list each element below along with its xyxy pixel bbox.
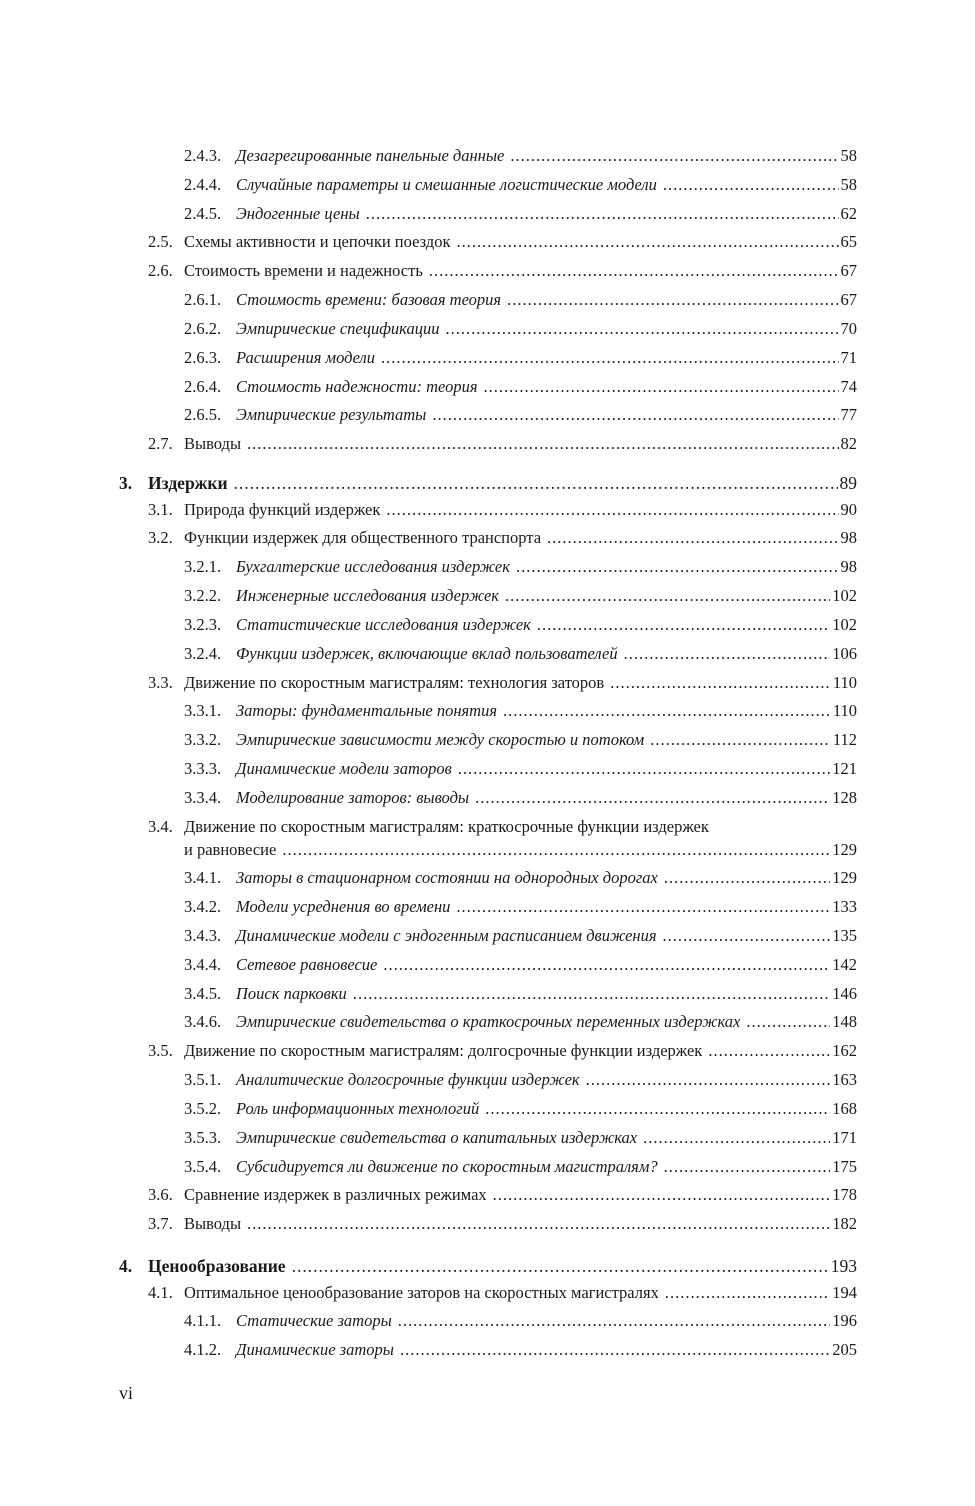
dot-leader [586,1070,831,1090]
toc-entry[interactable] [184,557,857,577]
toc-chapter[interactable] [119,1256,857,1276]
toc-entry[interactable] [184,701,857,721]
toc-page-number: 205 [832,1340,857,1359]
toc-page-number: 67 [840,290,857,309]
toc-title: Моделирование заторов: выводы [236,788,470,807]
toc-number: 2.6.3. [184,348,222,367]
toc-title: Оптимальное ценообразование заторов на скоростных магистралях [184,1283,659,1302]
toc-number: 2.7. [148,434,173,453]
toc-page-number: 178 [832,1185,857,1204]
toc-title: Случайные параметры и смешанные логистические модели [236,175,657,194]
toc-title: Движение по скоростным магистралям: технология заторов [184,673,605,692]
toc-title: Издержки [148,473,228,493]
toc-page-number: 121 [832,759,857,778]
dot-leader [456,897,830,917]
dot-leader [234,473,838,493]
toc-title: Заторы: фундаментальные понятия [236,701,498,720]
toc-page-number: 162 [832,1041,857,1060]
dot-leader [507,290,838,310]
toc-number: 3.2.2. [184,586,222,605]
toc-number: 3.5. [148,1041,173,1060]
toc-title: Выводы [184,434,242,453]
toc-number: 3.3.1. [184,701,222,720]
toc-title: Схемы активности и цепочки поездок [184,232,451,251]
toc-number: 3.4.5. [184,984,222,1003]
toc-title: Движение по скоростным магистралям: долгосрочные функции издержек [184,1041,703,1060]
toc-entry[interactable] [184,955,857,975]
dot-leader [458,759,830,779]
toc-page-number: 102 [832,586,857,605]
toc-number: 3.2.4. [184,644,222,663]
dot-leader [643,1128,830,1148]
dot-leader [366,204,839,224]
toc-page-number: 110 [832,673,857,692]
toc-entry[interactable] [184,377,857,397]
toc-title: Динамические модели заторов [236,759,452,778]
dot-leader [485,1099,830,1119]
dot-leader [664,1157,831,1177]
dot-leader [247,1214,830,1234]
dot-leader [475,788,830,808]
dot-leader [446,319,839,339]
toc-title: Сравнение издержек в различных режимах [184,1185,487,1204]
dot-leader [493,1185,831,1205]
toc-entry[interactable] [184,1157,857,1177]
dot-leader [664,868,830,888]
toc-title: Ценообразование [148,1256,286,1276]
toc-entry[interactable] [184,1128,857,1148]
page-folio: vi [119,1383,134,1403]
toc-number: 2.6.2. [184,319,222,338]
toc-title: Функции издержек, включающие вклад пользователей [236,644,618,663]
toc-page-number: 128 [832,788,857,807]
toc-entry-multiline[interactable] [148,817,857,860]
dot-leader [610,673,831,693]
toc-page-number: 135 [832,926,857,945]
toc-page-number: 171 [832,1128,857,1147]
toc-page-number: 82 [840,434,857,453]
toc-entry[interactable] [148,1041,857,1061]
toc-entry[interactable] [184,615,857,635]
toc-number: 3.4.2. [184,897,222,916]
toc-page-number: 148 [832,1012,857,1031]
dot-leader [663,926,831,946]
toc-number: 4.1. [148,1283,173,1302]
toc-entry[interactable] [184,146,857,166]
toc-page-number: 74 [840,377,857,396]
toc-entry[interactable] [148,1283,857,1303]
toc-entry[interactable] [184,348,857,368]
dot-leader [746,1012,830,1032]
toc-page-number: 193 [830,1256,857,1276]
toc-number: 3.5.3. [184,1128,222,1147]
toc-entry[interactable] [148,434,857,454]
toc-entry[interactable] [184,984,857,1004]
dot-leader [353,984,830,1004]
toc-title: Выводы [184,1214,242,1233]
toc-entry[interactable] [184,204,857,224]
toc-title: Расширения модели [236,348,376,367]
toc-entry[interactable] [184,290,857,310]
dot-leader [505,586,830,606]
dot-leader [547,528,838,548]
toc-page-number: 70 [840,319,857,338]
toc-entry[interactable] [184,1070,857,1090]
dot-leader [247,434,838,454]
toc-number: 3.5.4. [184,1157,222,1176]
toc-page-number: 146 [832,984,857,1003]
toc-page-number: 71 [840,348,857,367]
dot-leader [537,615,830,635]
toc-number: 3.2. [148,528,173,547]
toc-number: 2.6. [148,261,173,280]
dot-leader [456,232,838,252]
toc-number: 3.3.3. [184,759,222,778]
toc-title: Стоимость времени и надежность [184,261,423,280]
toc-number: 3.6. [148,1185,173,1204]
dot-leader [484,377,839,397]
toc-entry[interactable] [184,926,857,946]
dot-leader [665,1283,830,1303]
toc-title: Поиск парковки [236,984,347,1003]
toc-entry[interactable] [184,405,857,425]
toc-entry[interactable] [184,1340,857,1360]
toc-page-number: 168 [832,1099,857,1118]
toc-number: 3.5.2. [184,1099,222,1118]
toc-page-number: 67 [840,261,857,280]
toc-page-number: 129 [832,868,857,887]
toc-number: 3.5.1. [184,1070,222,1089]
dot-leader [386,500,838,520]
toc-title: Стоимость времени: базовая теория [236,290,502,309]
toc-number: 3.3.4. [184,788,222,807]
toc-page-number: 163 [832,1070,857,1089]
toc-title: Аналитические долгосрочные функции издержек [236,1070,580,1089]
toc-number: 3.1. [148,500,173,519]
toc-title: Динамические заторы [236,1340,394,1359]
toc-number: 2.4.5. [184,204,222,223]
toc-title: Эндогенные цены [236,204,360,223]
toc-title: Модели усреднения во времени [236,897,451,916]
dot-leader [624,644,831,664]
toc-entry[interactable] [148,232,857,252]
toc-entry[interactable] [148,500,857,520]
toc-title: Субсидируется ли движение по скоростным магистралям? [236,1157,658,1176]
dot-leader [663,175,839,195]
toc-title: Функции издержек для общественного транспорта [184,528,542,547]
toc-page-number: 77 [840,405,857,424]
toc-page-number: 58 [840,146,857,165]
dot-leader [708,1041,830,1061]
toc-page-number: 142 [832,955,857,974]
toc-title: Роль информационных технологий [236,1099,480,1118]
toc-page-number: 102 [832,615,857,634]
toc-page-number: 112 [832,730,857,749]
toc-page-number: 65 [840,232,857,251]
toc-page-number: 196 [832,1311,857,1330]
toc-title: Эмпирические спецификации [236,319,440,338]
toc-number: 4.1.2. [184,1340,222,1359]
toc-title: Природа функций издержек [184,500,381,519]
toc-number: 2.5. [148,232,173,251]
toc-page-number: 98 [840,528,857,547]
toc-entry[interactable] [184,1012,857,1032]
toc-page-number: 175 [832,1157,857,1176]
dot-leader [400,1340,830,1360]
dot-leader [282,840,830,860]
toc-number: 3.4.1. [184,868,222,887]
toc-title: Эмпирические свидетельства о краткосрочных переменных издержках [236,1012,741,1031]
toc-entry[interactable] [148,673,857,693]
dot-leader [516,557,839,577]
toc-number: 2.4.3. [184,146,222,165]
toc-number: 2.4.4. [184,175,222,194]
toc-entry[interactable] [148,261,857,281]
toc-entry[interactable] [184,730,857,750]
toc-title: Эмпирические зависимости между скоростью и потоком [236,730,645,749]
dot-leader [650,730,831,750]
toc-page-number: 98 [840,557,857,576]
toc-number: 3.7. [148,1214,173,1233]
toc-number: 2.6.5. [184,405,222,424]
toc-number: 3.3. [148,673,173,692]
toc-title: Заторы в стационарном состоянии на однородных дорогах [236,868,658,887]
toc-page-number: 133 [832,897,857,916]
toc-entry[interactable] [148,1214,857,1234]
toc-entry[interactable] [184,644,857,664]
toc-entry[interactable] [148,528,857,548]
toc-title: Динамические модели с эндогенным расписанием движения [236,926,657,945]
toc-entry[interactable] [184,897,857,917]
toc-number: 2.6.1. [184,290,222,309]
toc-number: 3.4. [148,817,173,836]
toc-title: Сетевое равновесие [236,955,378,974]
toc-entry[interactable] [184,788,857,808]
dot-leader [292,1256,829,1276]
toc-number: 3.2.3. [184,615,222,634]
toc-number: 3.4.6. [184,1012,222,1031]
toc-number: 3. [119,473,133,493]
toc-entry[interactable] [184,319,857,339]
toc-title: Инженерные исследования издержек [236,586,500,605]
toc-title: Статические заторы [236,1311,392,1330]
toc-page-number: 129 [832,840,857,859]
toc-entry[interactable] [184,1311,857,1331]
dot-leader [432,405,838,425]
toc-page-number: 89 [839,473,857,493]
toc-title: Эмпирические результаты [236,405,427,424]
dot-leader [381,348,838,368]
toc-entry[interactable] [184,175,857,195]
toc-number: 3.4.4. [184,955,222,974]
toc-number: 4.1.1. [184,1311,222,1330]
toc-entry[interactable] [148,1185,857,1205]
toc-title: Стоимость надежности: теория [236,377,478,396]
toc-chapter[interactable] [119,473,857,493]
toc-number: 3.2.1. [184,557,222,576]
toc-page-number: 90 [840,500,857,519]
toc-entry[interactable] [184,1099,857,1119]
toc-title: Бухгалтерские исследования издержек [236,557,510,576]
toc-title: Эмпирические свидетельства о капитальных издержках [236,1128,638,1147]
toc-page-number: 106 [832,644,857,663]
toc-title: Дезагрегированные панельные данные [236,146,505,165]
dot-leader [503,701,831,721]
dot-leader [398,1311,830,1331]
toc-entry[interactable] [184,586,857,606]
toc-title-continuation: и равновесие [184,840,277,859]
toc-page-number: 194 [832,1283,857,1302]
toc-title: Движение по скоростным магистралям: краткосрочные функции издержек [184,817,709,836]
toc-page-number: 182 [832,1214,857,1233]
toc-number: 2.6.4. [184,377,222,396]
toc-number: 3.4.3. [184,926,222,945]
toc-number: 4. [119,1256,133,1276]
toc-title: Статистические исследования издержек [236,615,531,634]
toc-entry[interactable] [184,868,857,888]
toc-page-number: 58 [840,175,857,194]
toc-page-number: 62 [840,204,857,223]
dot-leader [510,146,838,166]
dot-leader [429,261,839,281]
dot-leader [383,955,830,975]
toc-number: 3.3.2. [184,730,222,749]
toc-page-number: 110 [832,701,857,720]
toc-entry[interactable] [184,759,857,779]
